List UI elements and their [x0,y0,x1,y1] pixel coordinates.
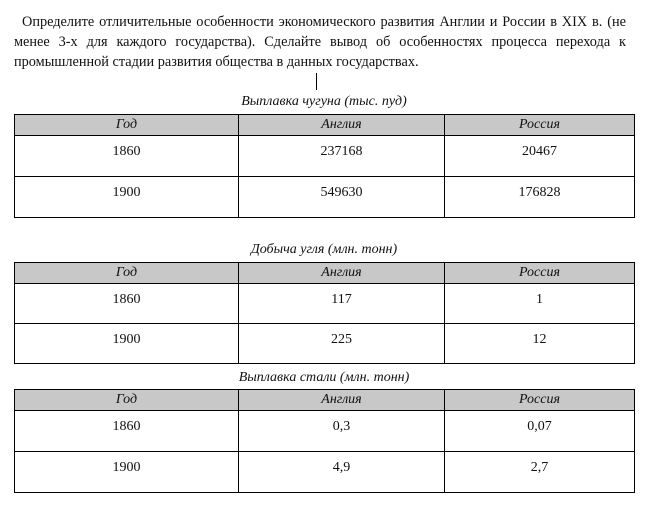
table-header-row [15,115,635,136]
cell-russia: 176828 [445,177,635,218]
table-iron [14,114,635,218]
cell-year: 1900 [15,452,239,493]
table-caption-coal: Добыча угля (млн. тонн) [250,242,398,257]
header-year: Год [15,263,239,284]
cell-england: 237168 [239,136,445,177]
cell-england: 225 [239,324,445,364]
table-header-row [15,263,635,284]
header-russia: Россия [445,263,635,284]
header-england: Англия [239,263,445,284]
cell-russia: 12 [445,324,635,364]
cell-russia: 1 [445,284,635,324]
cell-england: 0,3 [239,411,445,452]
table-row [15,284,635,324]
cell-russia: 2,7 [445,452,635,493]
table-row [15,411,635,452]
table-header-row [15,390,635,411]
header-russia: Россия [445,115,635,136]
table-caption-steel: Выплавка стали (млн. тонн) [238,370,410,385]
header-year: Год [15,115,239,136]
table-row [15,177,635,218]
cell-year: 1860 [15,136,239,177]
cell-year: 1860 [15,411,239,452]
cell-year: 1900 [15,177,239,218]
table-row [15,136,635,177]
task-text: Определите отличительные особенности экономического развития Англии и России в XIX в. (не менее 3-х для каждого государства). Сделайте вывод об особенностях процесса перехода к промышленной стадии развития общества в данных государствах. [14,14,626,70]
table-coal [14,262,635,364]
header-england: Англия [239,115,445,136]
cell-england: 549630 [239,177,445,218]
cell-year: 1860 [15,284,239,324]
header-year: Год [15,390,239,411]
cell-england: 4,9 [239,452,445,493]
table-caption-iron: Выплавка чугуна (тыс. пуд) [241,94,407,109]
cell-russia: 0,07 [445,411,635,452]
cell-year: 1900 [15,324,239,364]
table-row [15,452,635,493]
cell-england: 117 [239,284,445,324]
text-cursor [316,73,317,90]
table-steel [14,389,635,493]
table-row [15,324,635,364]
header-england: Англия [239,390,445,411]
cell-russia: 20467 [445,136,635,177]
header-russia: Россия [445,390,635,411]
